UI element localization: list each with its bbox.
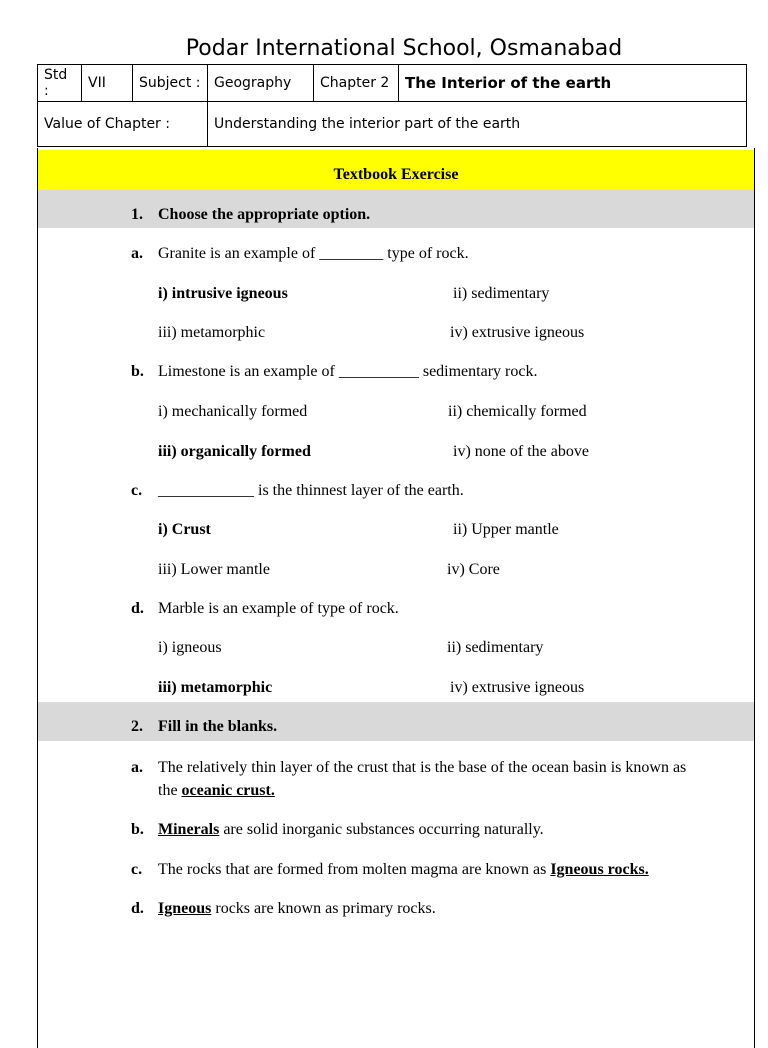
school-title: Podar International School, Osmanabad — [185, 36, 623, 61]
q2a-letter: a. — [131, 759, 143, 776]
q1d-option-4: iv) extrusive igneous — [450, 679, 585, 696]
q1b-text: Limestone is an example of __________ sedimentary rock. — [158, 363, 538, 380]
q2a-line2 — [158, 782, 275, 800]
q1b-letter: b. — [131, 363, 144, 380]
subject-label: Subject : — [133, 65, 208, 102]
q2b-answer: Minerals — [158, 821, 220, 838]
q1d-option-3: iii) metamorphic — [158, 679, 273, 696]
exercise-section — [37, 148, 755, 1048]
q1a-letter: a. — [131, 245, 143, 262]
q2a-answer: oceanic crust. — [181, 782, 275, 799]
value-text: Understanding the interior part of the earth — [208, 102, 747, 147]
q1c-option-2: ii) Upper mantle — [453, 521, 559, 538]
q2-title: Fill in the blanks. — [158, 718, 278, 735]
q1a-option-4: iv) extrusive igneous — [450, 324, 585, 341]
std-value: VII — [82, 65, 133, 102]
q2c-letter: c. — [131, 861, 143, 878]
q1d-option-1: i) igneous — [158, 639, 222, 656]
chapter-label: Chapter 2 — [314, 65, 399, 102]
chapter-title: The Interior of the earth — [399, 65, 747, 102]
q1b-option-2: ii) chemically formed — [448, 403, 587, 420]
q2d-post: rocks are known as primary rocks. — [211, 900, 436, 917]
q1d-option-2: ii) sedimentary — [447, 639, 544, 656]
chapter-info-table — [37, 64, 747, 147]
q2d-line — [158, 900, 436, 918]
q2c-line — [158, 861, 649, 879]
q2d-answer: Igneous — [158, 900, 212, 917]
std-label: Std : — [38, 65, 82, 102]
q1b-option-1: i) mechanically formed — [158, 403, 308, 420]
exercise-title: Textbook Exercise — [333, 166, 459, 183]
q1a-option-3: iii) metamorphic — [158, 324, 266, 341]
question-2-band — [38, 702, 754, 741]
question-1-band — [38, 190, 754, 228]
q1a-text: Granite is an example of ________ type of rock. — [158, 245, 469, 262]
q1b-option-3: iii) organically formed — [158, 443, 311, 460]
q2c-pre: The rocks that are formed from molten magma are known as — [158, 861, 551, 878]
q1d-letter: d. — [131, 600, 144, 617]
q1c-letter: c. — [131, 482, 143, 499]
q1c-text: ____________ is the thinnest layer of the earth. — [158, 482, 464, 499]
q1-number: 1. — [131, 206, 143, 223]
q2b-post: are solid inorganic substances occurring naturally. — [219, 821, 544, 838]
q1c-option-4: iv) Core — [447, 561, 500, 578]
q2c-answer: Igneous rocks. — [550, 861, 649, 878]
q1a-option-1: i) intrusive igneous — [158, 285, 288, 302]
q1c-option-3: iii) Lower mantle — [158, 561, 270, 578]
info-row-2 — [38, 102, 747, 147]
q1c-option-1: i) Crust — [158, 521, 211, 538]
q2a-line1: The relatively thin layer of the crust that is the base of the ocean basin is known as — [158, 759, 687, 776]
info-row-1 — [38, 65, 747, 102]
q1a-option-2: ii) sedimentary — [453, 285, 550, 302]
q2-number: 2. — [131, 718, 143, 735]
q2d-letter: d. — [131, 900, 144, 917]
q1d-text: Marble is an example of type of rock. — [158, 600, 399, 617]
q2b-line — [158, 821, 544, 839]
subject-value: Geography — [208, 65, 314, 102]
q2b-letter: b. — [131, 821, 144, 838]
q1b-option-4: iv) none of the above — [453, 443, 589, 460]
q1-title: Choose the appropriate option. — [158, 206, 371, 223]
q2a-pre: the — [158, 782, 182, 799]
value-label: Value of Chapter : — [38, 102, 208, 147]
